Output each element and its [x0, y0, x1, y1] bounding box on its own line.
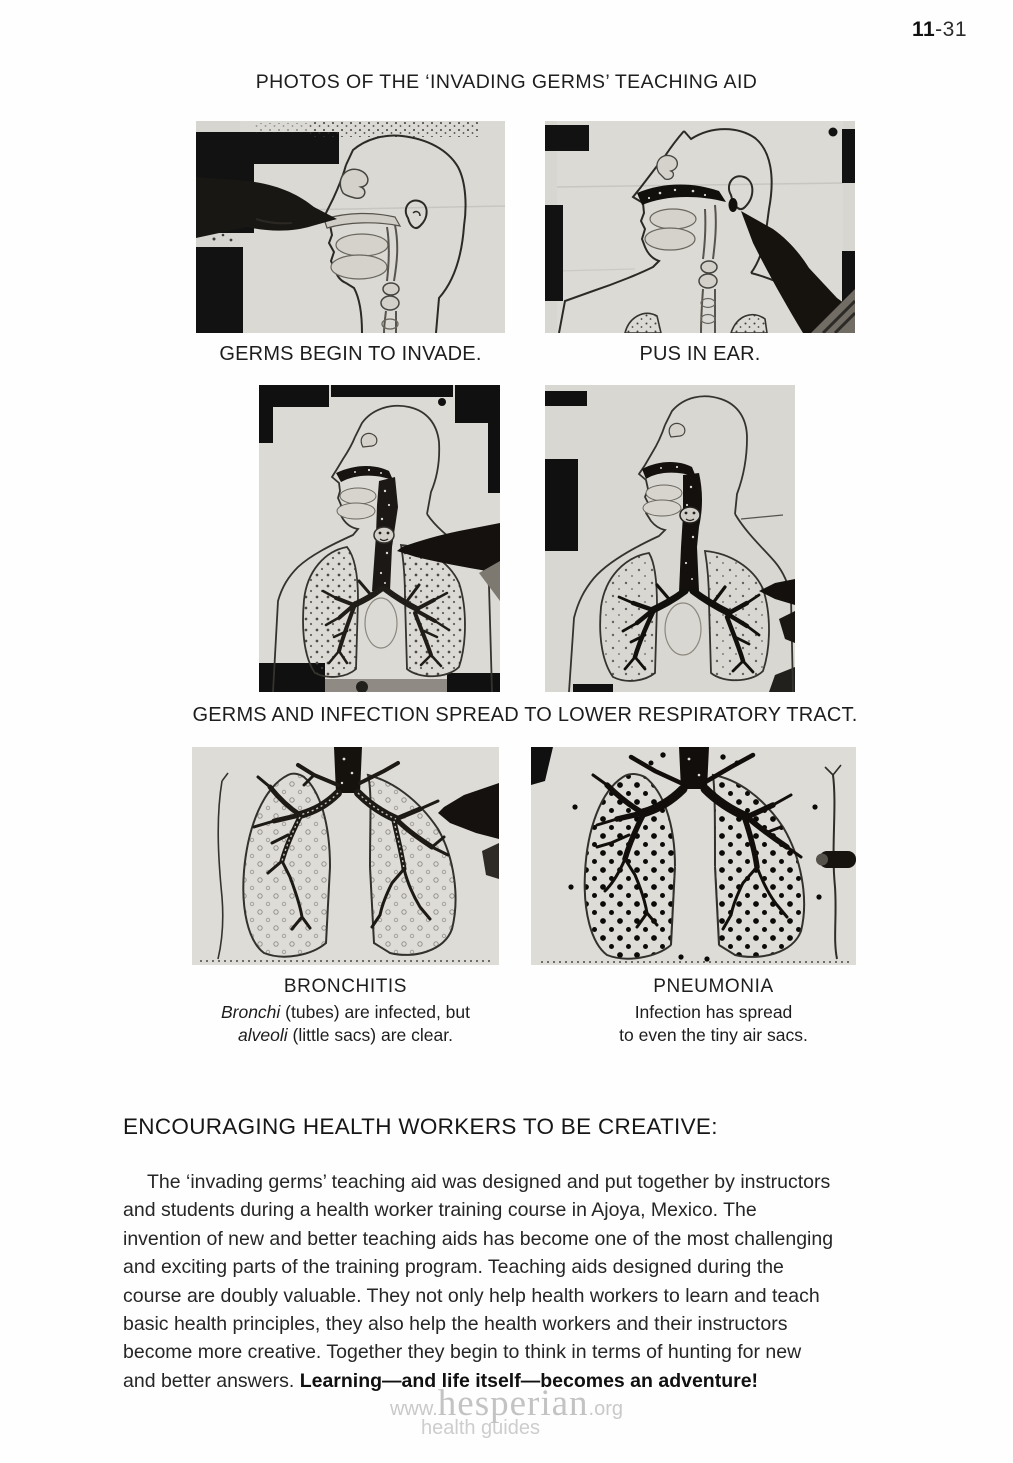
- paragraph-line: basic health principles, they also help the health workers and their instructors: [123, 1313, 788, 1336]
- page-title: PHOTOS OF THE ‘INVADING GERMS’ TEACHING AID: [255, 71, 758, 93]
- page-number: [912, 18, 967, 42]
- bronchitis-line2: [238, 1025, 453, 1045]
- lower-tract-illustration-right: [545, 385, 795, 692]
- caption-pneumonia: [551, 975, 876, 1048]
- last-line-bold: Learning—and life itself—becomes an adventure!: [299, 1369, 759, 1392]
- paragraph-line: invention of new and better teaching aids has become one of the most challenging: [123, 1227, 834, 1250]
- pneumonia-line1: Infection has spread: [634, 1001, 793, 1022]
- bronchitis-illustration: [192, 747, 499, 965]
- logo-org: .org: [588, 1398, 624, 1420]
- pneumonia-title: PNEUMONIA: [653, 976, 774, 997]
- bronchitis-line1: [221, 1002, 470, 1022]
- paragraph-line: and exciting parts of the training program. Teaching aids designed during the: [123, 1256, 784, 1279]
- caption-bronchitis: [192, 975, 499, 1048]
- germs-invade-illustration: [196, 121, 505, 333]
- caption-lower-tract: GERMS AND INFECTION SPREAD TO LOWER RESPIRATORY TRACT.: [192, 704, 858, 726]
- last-line-normal: and better answers.: [123, 1369, 300, 1392]
- logo-www: www.: [389, 1398, 438, 1420]
- lower-tract-illustration-left: [259, 385, 500, 692]
- photo-infection-spread-right: [545, 385, 795, 692]
- logo-tagline: health guides: [421, 1417, 540, 1439]
- paragraph-line: and students during a health worker training course in Ajoya, Mexico. The: [123, 1199, 757, 1222]
- pneumonia-line2: to even the tiny air sacs.: [619, 1025, 808, 1045]
- page-number-rest: -31: [935, 18, 967, 41]
- caption-germs-begin: GERMS BEGIN TO INVADE.: [219, 343, 482, 365]
- bronchitis-italic-word: Bronchi: [220, 1001, 281, 1022]
- logo-brand: hesperian: [437, 1383, 589, 1424]
- bronchitis-line1-rest: (tubes) are infected, but: [280, 1001, 471, 1022]
- paragraph-line: The ‘invading germs’ teaching aid was designed and put together by instructors: [147, 1171, 831, 1193]
- bronchitis-line2-rest: (little sacs) are clear.: [287, 1025, 453, 1045]
- photo-infection-spread-left: [259, 385, 500, 692]
- bronchitis-title: BRONCHITIS: [283, 976, 408, 997]
- photo-pneumonia: [531, 747, 856, 965]
- page-number-chapter: 11: [911, 18, 936, 41]
- body-paragraph: [123, 1168, 958, 1395]
- bronchitis-italic-word2: alveoli: [238, 1025, 288, 1045]
- hesperian-watermark: [0, 1383, 1013, 1440]
- caption-pus-in-ear: PUS IN EAR.: [639, 343, 761, 365]
- photo-pus-in-ear: [545, 121, 855, 333]
- pneumonia-illustration: [531, 747, 856, 965]
- paragraph-line: become more creative. Together they begin to think in terms of hunting for new: [123, 1341, 802, 1364]
- photo-bronchitis: [192, 747, 499, 965]
- paragraph-line: course are doubly valuable. They not only help health workers to learn and teach: [123, 1284, 820, 1307]
- pus-in-ear-illustration: [545, 121, 855, 333]
- photo-germs-begin-to-invade: [196, 121, 505, 333]
- section-heading: ENCOURAGING HEALTH WORKERS TO BE CREATIVE:: [123, 1114, 718, 1139]
